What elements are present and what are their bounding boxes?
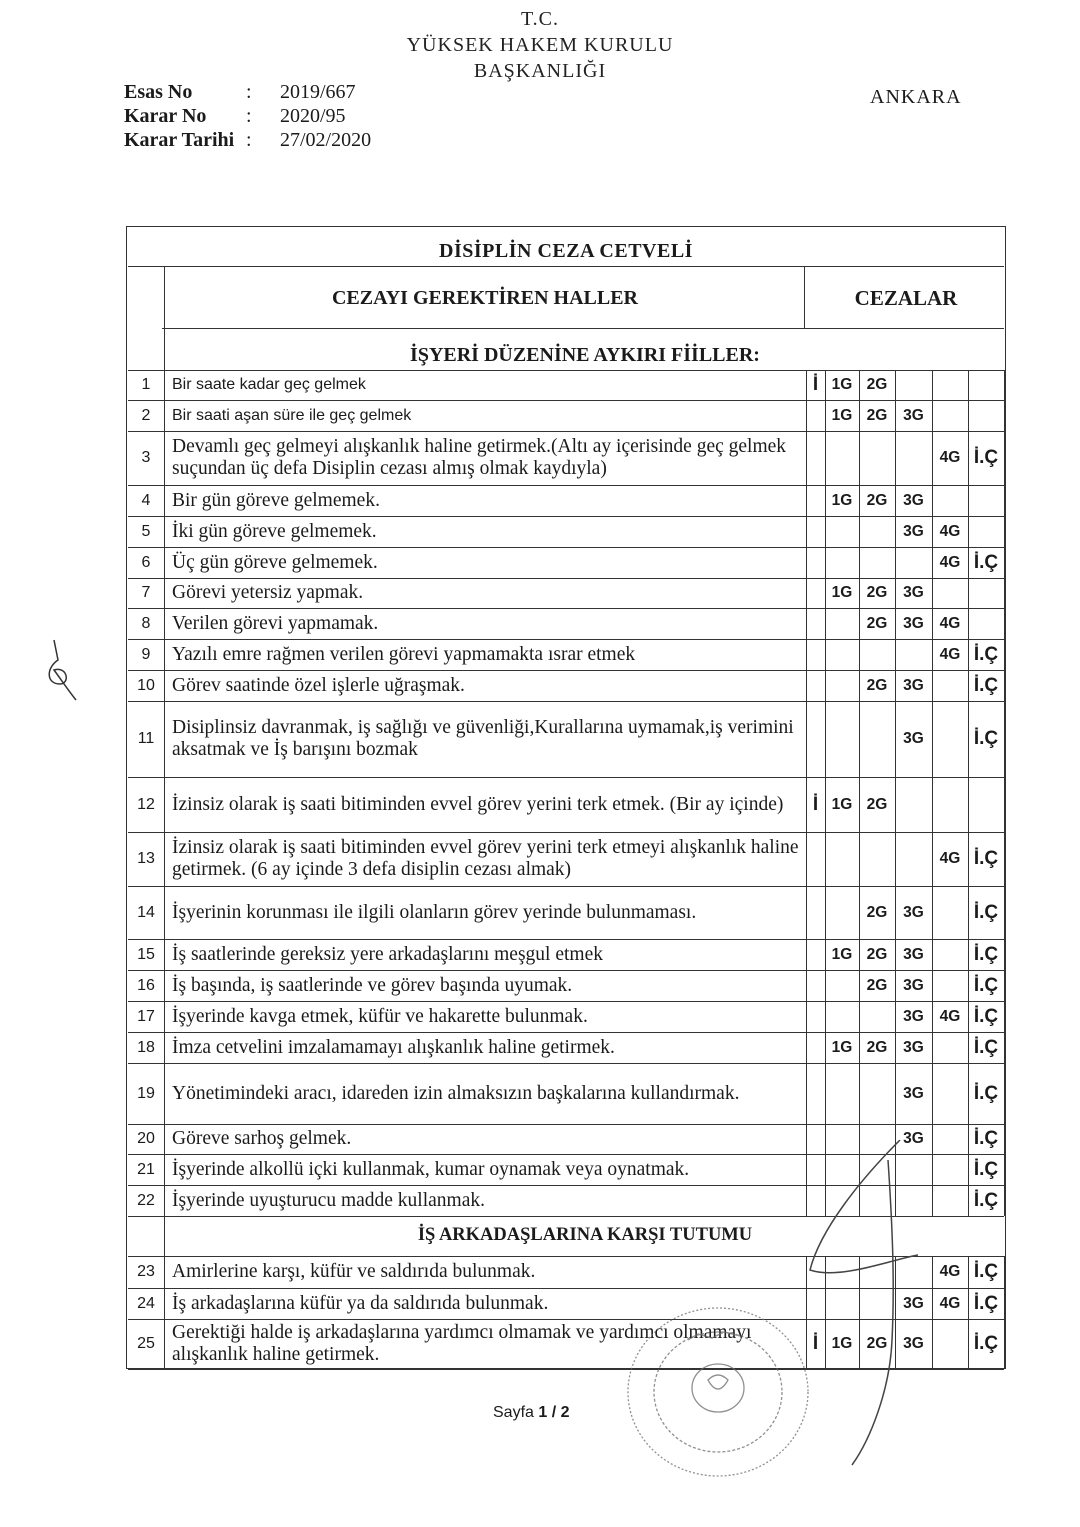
penalty-cell: 4G [939, 1007, 961, 1025]
column-header-penalties: CEZALAR [854, 285, 958, 310]
grid-line [1004, 670, 1005, 701]
penalty-cell [825, 1001, 859, 1032]
penalty-cell: 1G [831, 491, 853, 509]
grid-line [1004, 400, 1005, 431]
penalty-cell: 1G [831, 584, 853, 601]
meta-row-karar [124, 104, 371, 128]
meta-value: 27/02/2020 [280, 129, 372, 151]
penalty-cell [932, 670, 968, 701]
grid-line [1004, 1256, 1005, 1288]
grid-line [1004, 547, 1005, 578]
offense-description: İzinsiz olarak iş saati bitiminden evvel görev yerini terk etmek. (Bir ay içinde) [172, 793, 784, 815]
penalty-cell [806, 400, 825, 431]
penalty-cell [825, 670, 859, 701]
penalty-cell: 3G [903, 1335, 924, 1352]
margin-mark [40, 636, 80, 706]
penalty-cell: İ [812, 1333, 819, 1354]
row-number: 3 [141, 449, 151, 466]
penalty-cell [806, 485, 825, 516]
table-title: DİSİPLİN CEZA CETVELİ [439, 240, 693, 262]
penalty-cell: 2G [866, 1038, 888, 1056]
grid-line [1004, 1032, 1005, 1063]
penalty-cell: 3G [903, 730, 924, 747]
meta-value: 2019/667 [280, 81, 356, 103]
meta-label: Karar Tarihi [124, 129, 235, 151]
penalty-cell: 3G [903, 1130, 924, 1147]
penalty-cell [932, 886, 968, 939]
penalty-cell: 2G [866, 903, 888, 921]
penalty-cell: 1G [831, 945, 853, 963]
grid-line [1004, 608, 1005, 639]
penalty-cell [806, 578, 825, 608]
row-number: 16 [137, 976, 155, 994]
penalty-cell [895, 547, 932, 578]
penalty-cell [968, 485, 1004, 516]
penalty-cell: 2G [866, 1335, 888, 1352]
penalty-cell [968, 608, 1004, 639]
penalty-cell: 4G [939, 850, 961, 867]
page-total: 2 [560, 1404, 570, 1421]
penalty-cell [968, 516, 1004, 547]
penalty-cell: 2G [866, 376, 888, 393]
offense-description: Görevi yetersiz yapmak. [172, 582, 364, 603]
penalty-cell [859, 547, 895, 578]
penalty-cell: 3G [903, 945, 924, 963]
grid-line [1004, 1185, 1005, 1216]
penalty-cell [806, 670, 825, 701]
penalty-cell [932, 1032, 968, 1063]
row-number: 5 [141, 522, 151, 540]
penalty-cell: İ.Ç [973, 1261, 999, 1282]
row-number: 11 [137, 730, 155, 747]
penalty-cell [932, 1154, 968, 1185]
row-number: 13 [137, 850, 155, 867]
row-number: 22 [137, 1191, 155, 1209]
penalty-cell: 2G [866, 976, 888, 994]
penalty-cell [859, 1001, 895, 1032]
page-prefix: Sayfa [493, 1404, 534, 1421]
row-number: 23 [137, 1263, 155, 1280]
row-number: 6 [141, 553, 151, 571]
grid-line [1004, 701, 1005, 777]
penalty-cell: 3G [903, 1294, 924, 1312]
penalty-cell: 2G [866, 406, 888, 424]
penalty-cell [932, 970, 968, 1001]
offense-description: Bir saate kadar geç gelmek [172, 376, 366, 393]
penalty-cell: İ.Ç [973, 1158, 999, 1180]
page-number [493, 1404, 570, 1422]
penalty-cell [806, 431, 825, 485]
penalty-cell: 2G [866, 676, 888, 694]
penalty-cell [825, 608, 859, 639]
penalty-cell [859, 639, 895, 670]
offense-description: Disiplinsiz davranmak, iş sağlığı ve güvenliği,Kurallarına uymamak,iş verimini aksatmak ve İş barışını bozmak [172, 717, 794, 760]
grid-line [1004, 1001, 1005, 1032]
grid-line [1004, 578, 1005, 608]
offense-description: İşyerinin korunması ile ilgili olanların görev yerinde bulunmaması. [172, 901, 697, 923]
row-number: 20 [137, 1130, 155, 1147]
row-number: 2 [141, 406, 151, 424]
offense-description: İşyerinde kavga etmek, küfür ve hakarette bulunmak. [172, 1005, 588, 1027]
section-heading-workplace: İŞYERİ DÜZENİNE AYKIRI FİİLLER: [410, 343, 760, 366]
penalty-cell [932, 1063, 968, 1124]
offense-description: Amirlerine karşı, küfür ve saldırıda bulunmak. [172, 1261, 536, 1282]
penalty-cell: İ [812, 793, 819, 815]
penalty-cell [895, 639, 932, 670]
penalty-cell [806, 639, 825, 670]
penalty-cell [932, 777, 968, 832]
penalty-cell [806, 1001, 825, 1032]
grid-line [162, 328, 1004, 329]
row-number: 12 [137, 795, 155, 813]
penalty-cell [968, 400, 1004, 431]
penalty-cell: 2G [866, 584, 888, 601]
row-number: 10 [137, 676, 155, 694]
penalty-cell [806, 547, 825, 578]
row-number: 25 [137, 1335, 155, 1352]
row-number: 19 [137, 1084, 155, 1102]
grid-line [1004, 1154, 1005, 1185]
penalty-cell: İ.Ç [973, 1082, 999, 1104]
penalty-cell [825, 701, 859, 777]
row-number: 8 [141, 614, 151, 632]
penalty-cell: 2G [866, 491, 888, 509]
offense-description: Yazılı emre rağmen verilen görevi yapmamakta ısrar etmek [172, 643, 636, 665]
penalty-cell: 4G [939, 1263, 961, 1280]
penalty-cell [806, 516, 825, 547]
row-number: 1 [141, 376, 151, 393]
penalty-cell: İ.Ç [973, 974, 999, 996]
penalty-cell [859, 701, 895, 777]
penalty-cell [968, 777, 1004, 832]
meta-row-esas [124, 80, 371, 104]
penalty-cell [806, 1063, 825, 1124]
meta-colon: : [246, 105, 252, 127]
penalty-cell [932, 701, 968, 777]
row-number: 9 [141, 645, 151, 663]
offense-description: İş başında, iş saatlerinde ve görev başında uyumak. [172, 974, 573, 996]
offense-description: İmza cetvelini imzalamamayı alışkanlık haline getirmek. [172, 1036, 615, 1058]
grid-line [1004, 485, 1005, 516]
grid-line [1004, 1319, 1005, 1369]
penalty-cell: İ.Ç [973, 1128, 999, 1149]
penalty-cell: 3G [903, 1007, 924, 1025]
grid-line [1004, 370, 1005, 400]
city: ANKARA [870, 86, 962, 108]
penalty-cell: 4G [939, 1294, 961, 1312]
offense-description: Üç gün göreve gelmemek. [172, 551, 378, 573]
penalty-cell [859, 431, 895, 485]
penalty-cell: 3G [903, 522, 924, 540]
offense-description: Görev saatinde özel işlerle uğraşmak. [172, 674, 465, 696]
penalty-cell: İ.Ç [973, 1292, 999, 1314]
penalty-cell: İ.Ç [973, 447, 999, 468]
penalty-cell [825, 639, 859, 670]
penalty-cell: 2G [866, 614, 888, 632]
penalty-cell [932, 1319, 968, 1369]
row-number: 21 [137, 1160, 155, 1178]
penalty-cell: 3G [903, 1084, 924, 1102]
penalty-cell [932, 1124, 968, 1154]
penalty-cell [825, 886, 859, 939]
meta-value: 2020/95 [280, 105, 346, 127]
penalty-cell: 3G [903, 903, 924, 921]
penalty-cell: 1G [831, 376, 853, 393]
penalty-cell [859, 832, 895, 886]
penalty-cell [895, 777, 932, 832]
header-tc: T.C. [520, 8, 560, 30]
grid-line [1004, 777, 1005, 832]
penalty-cell [806, 939, 825, 970]
penalty-cell: İ [812, 374, 819, 395]
penalty-cell: 3G [903, 676, 924, 694]
offense-description: İki gün göreve gelmemek. [172, 520, 377, 542]
penalty-cell: İ.Ç [973, 643, 999, 665]
penalty-cell: İ.Ç [973, 848, 999, 869]
penalty-cell: İ.Ç [973, 728, 999, 749]
offense-description: İşyerinde uyuşturucu madde kullanmak. [172, 1189, 485, 1211]
penalty-cell: 4G [939, 614, 961, 632]
penalty-cell [825, 547, 859, 578]
penalty-cell [895, 431, 932, 485]
offense-description: İzinsiz olarak iş saati bitiminden evvel görev yerini terk etmeyi alışkanlık haline getirmek. (6 ay içinde 3 defa disiplin cezası almak) [172, 837, 799, 880]
grid-line [1004, 516, 1005, 547]
penalty-cell [806, 1032, 825, 1063]
penalty-cell [932, 370, 968, 400]
penalty-cell: 1G [831, 1335, 853, 1352]
grid-line [1004, 1288, 1005, 1319]
penalty-cell: İ.Ç [973, 943, 999, 965]
penalty-cell: İ.Ç [973, 901, 999, 923]
penalty-cell: İ.Ç [973, 674, 999, 696]
penalty-cell [825, 832, 859, 886]
offense-description: Göreve sarhoş gelmek. [172, 1128, 352, 1149]
penalty-cell: 3G [903, 614, 924, 632]
row-number: 17 [137, 1007, 155, 1025]
penalty-cell [932, 485, 968, 516]
grid-line [1004, 639, 1005, 670]
penalty-cell [825, 516, 859, 547]
penalty-cell [932, 1185, 968, 1216]
penalty-cell [825, 1063, 859, 1124]
grid-line [128, 266, 1004, 267]
penalty-cell: İ.Ç [973, 1189, 999, 1211]
penalty-cell: İ.Ç [973, 1333, 999, 1354]
penalty-cell: 3G [903, 584, 924, 601]
grid-line [1004, 939, 1005, 970]
handwritten-signature [800, 1140, 930, 1470]
penalty-cell: 4G [939, 522, 961, 540]
meta-label: Karar No [124, 105, 207, 127]
meta-colon: : [246, 81, 252, 103]
penalty-cell: 4G [939, 449, 961, 466]
penalty-cell: İ.Ç [973, 1005, 999, 1027]
offense-description: Devamlı geç gelmeyi alışkanlık haline getirmek.(Altı ay içerisinde geç gelmek suçundan üç defa Disiplin cezası almış olmak kaydıyla) [172, 436, 787, 479]
penalty-cell [806, 886, 825, 939]
row-number: 4 [141, 491, 151, 509]
page-current: 1 [538, 1404, 548, 1421]
row-number: 15 [137, 945, 155, 963]
row-number: 14 [137, 903, 155, 921]
grid-line [804, 266, 805, 328]
penalty-cell [806, 970, 825, 1001]
offense-description: Gerektiği halde iş arkadaşlarına yardımcı olmamak ve yardımcı olmamayı alışkanlık haline getirmek. [172, 1322, 752, 1365]
penalty-cell [932, 578, 968, 608]
offense-description: Bir saati aşan süre ile geç gelmek [172, 406, 412, 424]
case-meta [124, 80, 371, 152]
penalty-cell [895, 370, 932, 400]
penalty-cell [806, 832, 825, 886]
penalty-cell [806, 701, 825, 777]
penalty-cell: 3G [903, 1038, 924, 1056]
penalty-cell [806, 608, 825, 639]
penalty-cell: 1G [831, 406, 853, 424]
penalty-cell: 1G [831, 795, 853, 813]
penalty-cell: İ.Ç [973, 551, 999, 573]
penalty-cell: 3G [903, 976, 924, 994]
penalty-cell: 2G [866, 795, 888, 813]
grid-line [1004, 886, 1005, 939]
row-number: 18 [137, 1038, 155, 1056]
offense-description: İş arkadaşlarına küfür ya da saldırıda bulunmak. [172, 1292, 549, 1314]
column-header-cases: CEZAYI GEREKTİREN HALLER [331, 286, 638, 309]
penalty-cell [825, 970, 859, 1001]
penalty-cell: İ.Ç [973, 1036, 999, 1058]
penalty-cell: 4G [939, 553, 961, 571]
grid-line [1004, 970, 1005, 1001]
header-presidency: BAŞKANLIĞI [473, 60, 607, 82]
penalty-cell [895, 832, 932, 886]
row-number: 7 [141, 584, 151, 601]
page-separator: / [551, 1404, 557, 1421]
penalty-cell: 4G [939, 645, 961, 663]
meta-label: Esas No [124, 81, 193, 103]
grid-line [1004, 832, 1005, 886]
offense-description: Yönetimindeki aracı, idareden izin almaksızın başkalarına kullandırmak. [172, 1082, 740, 1104]
penalty-cell: 3G [903, 406, 924, 424]
offense-description: Verilen görevi yapmamak. [172, 612, 379, 634]
grid-line [1004, 1124, 1005, 1154]
penalty-cell: 3G [903, 491, 924, 509]
penalty-cell: 1G [831, 1038, 853, 1056]
penalty-cell [859, 1063, 895, 1124]
header-institution: YÜKSEK HAKEM KURULU [406, 34, 674, 56]
offense-description: İş saatlerinde gereksiz yere arkadaşlarını meşgul etmek [172, 943, 603, 965]
meta-colon: : [246, 129, 252, 151]
row-number: 24 [137, 1294, 155, 1312]
penalty-cell [859, 516, 895, 547]
penalty-cell [932, 400, 968, 431]
offense-description: Bir gün göreve gelmemek. [172, 489, 380, 511]
stamp-seal [618, 1300, 818, 1490]
penalty-cell [968, 578, 1004, 608]
penalty-cell [825, 431, 859, 485]
offense-description: İşyerinde alkollü içki kullanmak, kumar oynamak veya oynatmak. [172, 1158, 690, 1180]
penalty-cell [968, 370, 1004, 400]
penalty-cell: 2G [866, 945, 888, 963]
penalty-cell [932, 939, 968, 970]
grid-line [1004, 1063, 1005, 1124]
meta-row-tarih [124, 128, 371, 152]
section-heading-colleagues: İŞ ARKADAŞLARINA KARŞI TUTUMU [417, 1224, 753, 1245]
grid-line [1004, 431, 1005, 485]
